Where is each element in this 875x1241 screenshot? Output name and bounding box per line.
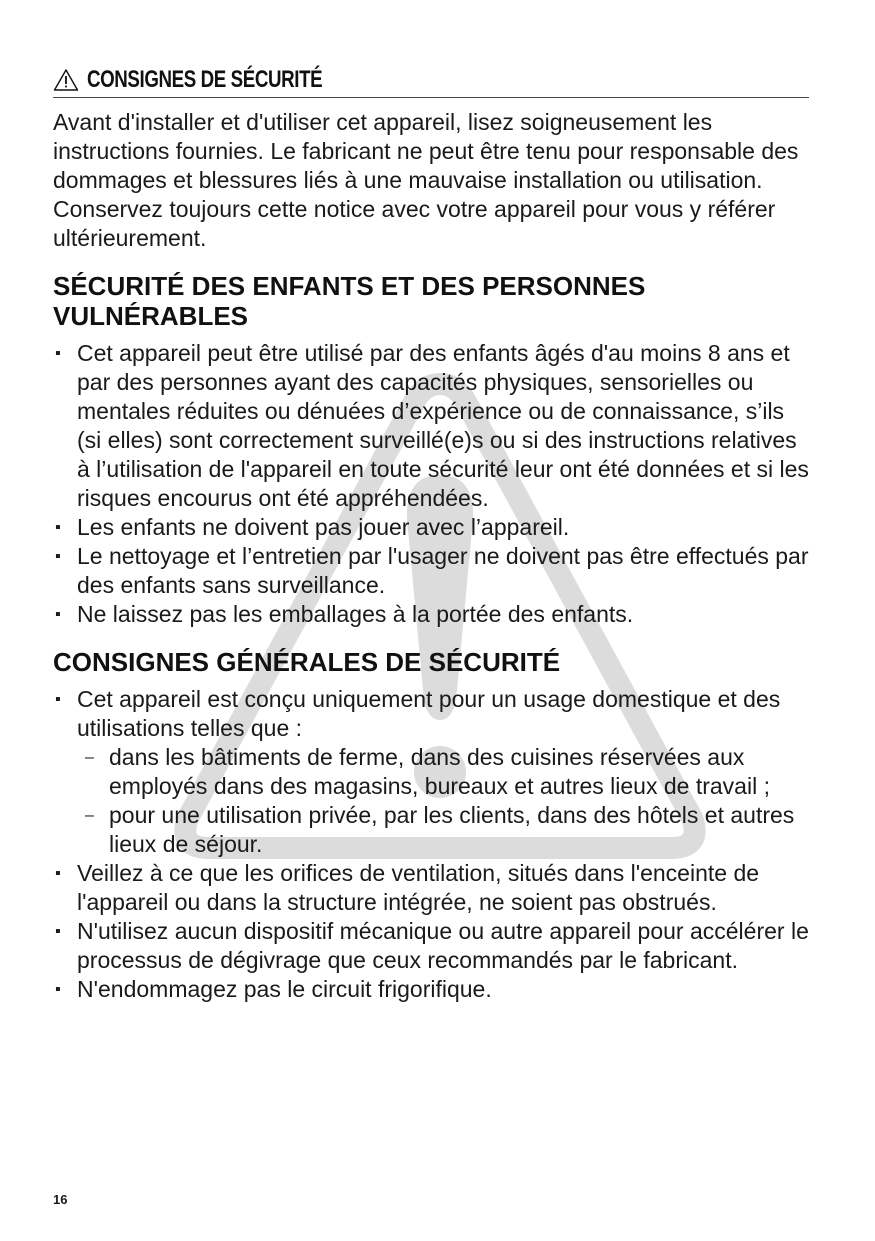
dash-icon: – (85, 749, 94, 766)
bullet-icon: ▪ (55, 345, 61, 362)
warning-triangle-icon (53, 68, 79, 92)
list-item: ▪ Le nettoyage et l’entretien par l'usager ne doivent pas être effectués par des enfants sans surveillance. (55, 543, 809, 598)
bullet-icon: ▪ (55, 923, 61, 940)
list-item: ▪ Cet appareil est conçu uniquement pour un usage domestique et des utilisations telles que : – dans les bâtiments de ferme, dans des cuisines réservées aux employés dans des magasins, bureaux et autres lieux de travail ; – pour une utilisation privée, par les clients, dans des hôtels et autres lieux de séjour. (53, 685, 809, 859)
list-item: ▪ Cet appareil peut être utilisé par des enfants âgés d'au moins 8 ans et par des personnes ayant des capacités physiques, sensorielles ou mentales réduites ou dénuées d’expérience ou de connaissance, s’ils (si elles) sont correctement surveillé(e)s ou si des instructions relatives à l’utilisation de l'appareil en toute sécurité leur ont été données et si les risques encourus ont été appréhendées. (55, 340, 809, 511)
list-item: ▪ Les enfants ne doivent pas jouer avec l’appareil. (55, 514, 570, 540)
bullet-icon: ▪ (55, 691, 61, 708)
dash-icon: – (85, 807, 94, 824)
list-item: ▪ N'utilisez aucun dispositif mécanique ou autre appareil pour accélérer le processus de dégivrage que ceux recommandés par le fabricant. (55, 918, 809, 973)
page-number: 16 (53, 1192, 68, 1207)
usage-sublist (77, 743, 809, 859)
general-safety-heading: CONSIGNES GÉNÉRALES DE SÉCURITÉ (53, 647, 561, 677)
list-item: ▪ Ne laissez pas les emballages à la portée des enfants. (55, 601, 634, 627)
bullet-icon: ▪ (55, 519, 61, 536)
bullet-icon: ▪ (55, 981, 61, 998)
intro-paragraph: Avant d'installer et d'utiliser cet appareil, lisez soigneusement les instructions fournies. Le fabricant ne peut être tenu pour responsable des dommages et blessures liés à une mauvaise installation ou utilisation. Conservez toujours cette notice avec votre appareil pour vous y référer ultérieurement. (53, 109, 799, 251)
sub-list-item: – dans les bâtiments de ferme, dans des cuisines réservées aux employés dans des magasins, bureaux et autres lieux de travail ; (85, 744, 770, 799)
section-header (53, 66, 809, 98)
bullet-icon: ▪ (55, 548, 61, 565)
children-safety-heading: SÉCURITÉ DES ENFANTS ET DES PERSONNES VULNÉRABLES (53, 271, 646, 331)
general-safety-list (53, 685, 809, 1004)
page-content (53, 66, 809, 1004)
section-title: CONSIGNES DE SÉCURITÉ (87, 66, 323, 93)
bullet-icon: ▪ (55, 865, 61, 882)
list-item: ▪ N'endommagez pas le circuit frigorifique. (55, 976, 492, 1002)
sub-list-item: – pour une utilisation privée, par les clients, dans des hôtels et autres lieux de séjour. (85, 802, 795, 857)
children-safety-list (53, 339, 809, 629)
bullet-icon: ▪ (55, 606, 61, 623)
list-item: ▪ Veillez à ce que les orifices de ventilation, situés dans l'enceinte de l'appareil ou dans la structure intégrée, ne soient pas obstrués. (55, 860, 760, 915)
